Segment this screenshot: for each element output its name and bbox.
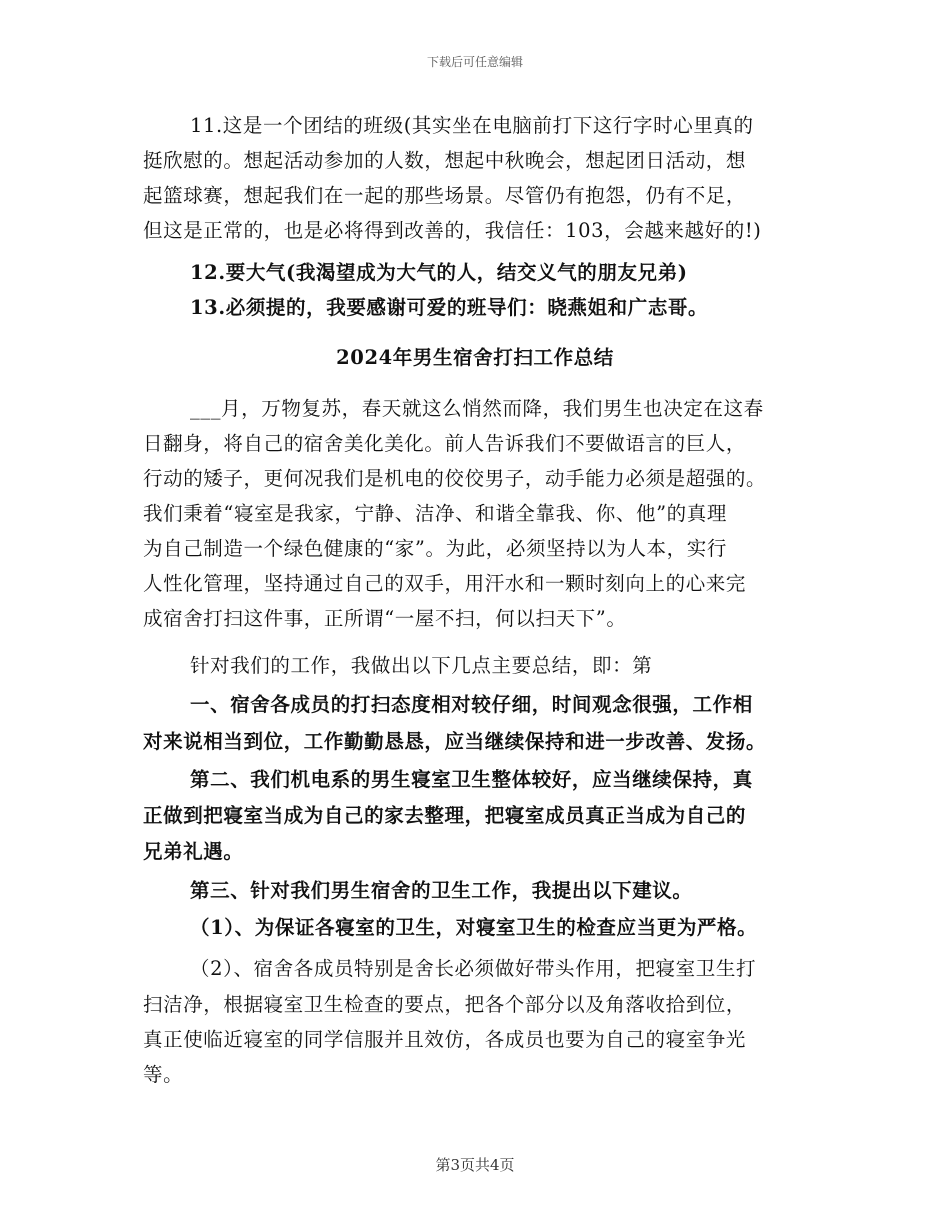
paragraph-line: 一、宿舍各成员的打扫态度相对较仔细，时间观念很强，工作相	[190, 693, 753, 716]
paragraph-line: 兄弟礼遇。	[143, 840, 244, 863]
paragraph-line: 11.这是一个团结的班级(其实坐在电脑前打下这行字时心里真的	[190, 114, 754, 137]
paragraph-line: 起篮球赛，想起我们在一起的那些场景。尽管仍有抱怨，仍有不足，	[143, 184, 747, 207]
paragraph-line: 挺欣慰的。想起活动参加的人数，想起中秋晚会，想起团日活动，想	[143, 149, 747, 172]
paragraph-line: 第二、我们机电系的男生寝室卫生整体较好，应当继续保持，真	[190, 768, 753, 791]
page-number: 第3页共4页	[435, 1156, 515, 1174]
page-header: 下载后可任意编辑	[426, 55, 523, 69]
paragraph-line: 针对我们的工作，我做出以下几点主要总结，即：第	[190, 654, 653, 677]
paragraph-line: （2）、宿舍各成员特别是舍长必须做好带头作用，把寝室卫生打	[190, 957, 757, 980]
paragraph-line: （1）、为保证各寝室的卫生，对寝室卫生的检查应当更为严格。	[190, 916, 758, 939]
paragraph-line: 12.要大气(我渴望成为大气的人，结交义气的朋友兄弟)	[190, 261, 688, 284]
paragraph-line: 第三、针对我们男生宿舍的卫生工作，我提出以下建议。	[190, 879, 693, 902]
paragraph-line: ___月，万物复苏，春天就这么悄然而降，我们男生也决定在这春	[190, 397, 764, 420]
paragraph-line: 等。	[143, 1063, 184, 1086]
paragraph-line: 真正使临近寝室的同学信服并且效仿，各成员也要为自己的寝室争光	[143, 1028, 747, 1051]
paragraph-line: 成宿舍打扫这件事，正所谓“一屋不扫，何以扫天下”。	[143, 607, 627, 630]
paragraph-line: 行动的矮子，更何况我们是机电的佼佼男子，动手能力必须是超强的。	[143, 467, 767, 490]
paragraph-line: 人性化管理，坚持通过自己的双手，用汗水和一颗时刻向上的心来完	[143, 572, 747, 595]
paragraph-line: 13.必须提的，我要感谢可爱的班导们：晓燕姐和广志哥。	[190, 296, 709, 319]
paragraph-line: 正做到把寝室当成为自己的家去整理，把寝室成员真正当成为自己的	[143, 804, 747, 827]
paragraph-line: 我们秉着“寝室是我家，宁静、洁净、和谐全靠我、你、他”的真理	[143, 502, 727, 525]
paragraph-line: 对来说相当到位，工作勤勤恳恳，应当继续保持和进一步改善、发扬。	[143, 730, 767, 753]
paragraph-line: 扫洁净，根据寝室卫生检查的要点，把各个部分以及角落收拾到位，	[143, 993, 747, 1016]
paragraph-line: 但这是正常的，也是必将得到改善的，我信任：103，会越来越好的!)	[143, 219, 762, 242]
paragraph-line: 为自己制造一个绿色健康的“家”。为此，必须坚持以为人本，实行	[143, 537, 727, 560]
section-title: 2024年男生宿舍打扫工作总结	[336, 346, 614, 369]
paragraph-line: 日翻身，将自己的宿舍美化美化。前人告诉我们不要做语言的巨人，	[143, 432, 747, 455]
